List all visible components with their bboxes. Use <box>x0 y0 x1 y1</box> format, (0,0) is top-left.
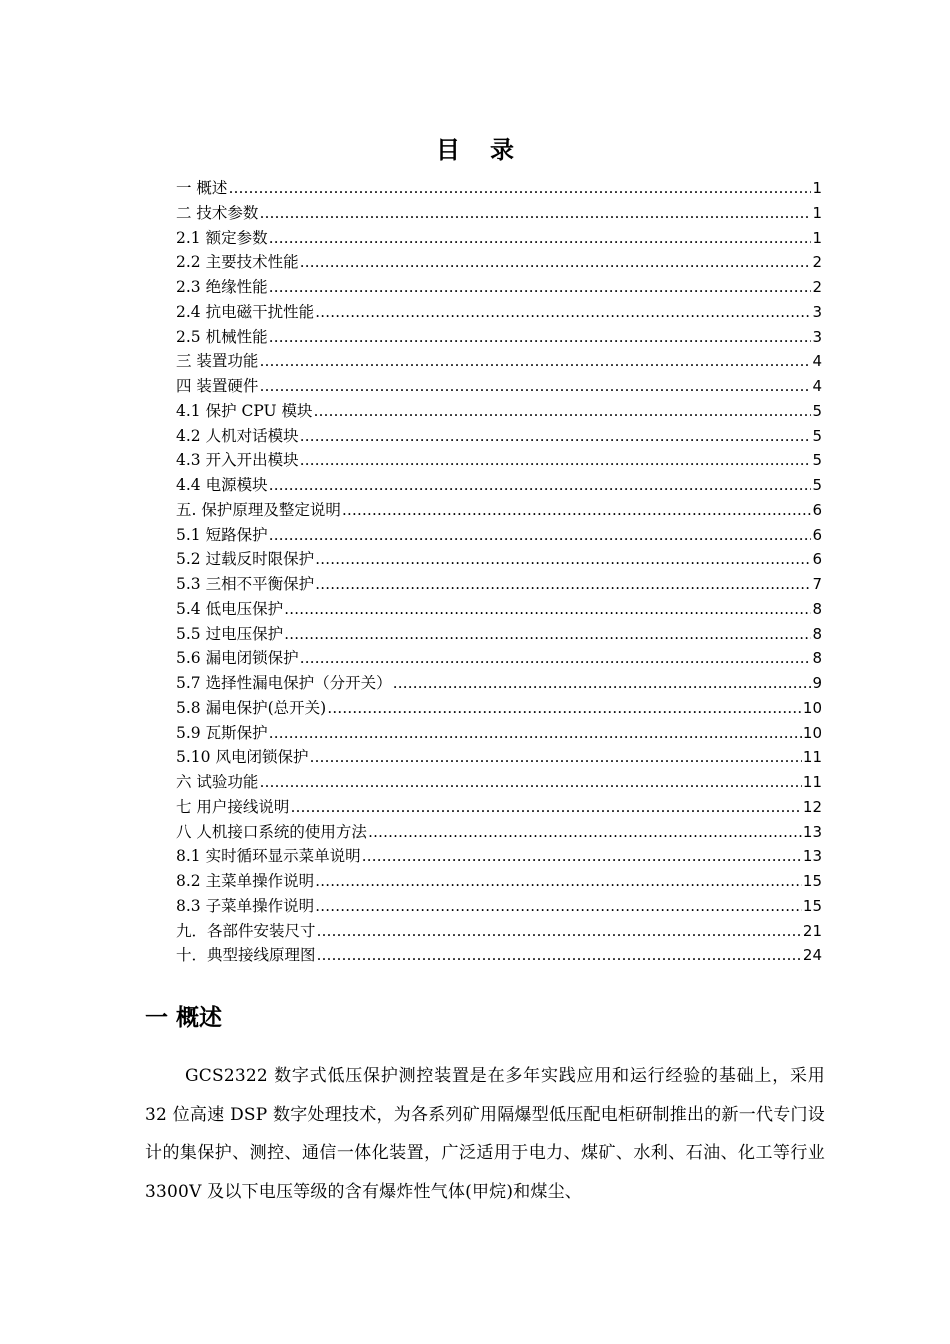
toc-dot-leader <box>393 672 812 694</box>
toc-title-left: 目 <box>436 136 460 164</box>
toc-entry[interactable] <box>176 920 822 945</box>
toc-entry[interactable] <box>176 177 822 202</box>
toc-entry-page: 12 <box>802 797 822 816</box>
toc-entry-page: 4 <box>812 377 822 395</box>
toc-dot-leader <box>314 400 812 422</box>
toc-entry-label: 5.5 过电压保护 <box>176 624 284 643</box>
toc-entry-label: 四 装置硬件 <box>176 377 259 395</box>
toc-dot-leader <box>327 697 802 719</box>
toc-dot-leader <box>284 598 811 620</box>
toc-entry-page: 5 <box>812 426 822 445</box>
toc-dot-leader <box>362 845 802 867</box>
toc-entry-label: 5.1 短路保护 <box>176 525 268 544</box>
toc-entry-page: 11 <box>802 773 822 791</box>
toc-entry[interactable] <box>176 524 822 549</box>
toc-dot-leader <box>368 821 802 843</box>
toc-entry-page: 15 <box>802 896 822 915</box>
toc-entry-page: 4 <box>812 352 822 371</box>
toc-entry[interactable] <box>176 697 822 722</box>
toc-entry[interactable] <box>176 944 822 969</box>
toc-entry-label: 2.3 绝缘性能 <box>176 278 268 296</box>
toc-entry[interactable] <box>176 301 822 326</box>
toc-dot-leader <box>300 647 812 669</box>
toc-entry-label: 4.4 电源模块 <box>176 476 268 494</box>
toc-entry-page: 8 <box>812 624 822 643</box>
toc-entry-page: 24 <box>802 946 822 965</box>
toc-entry-label: 4.1 保护 CPU 模块 <box>176 401 313 420</box>
toc-dot-leader <box>269 227 812 249</box>
toc-entry-label: 5.6 漏电闭锁保护 <box>176 649 299 668</box>
toc-entry-label: 五. 保护原理及整定说明 <box>176 500 341 519</box>
toc-entry-page: 1 <box>812 179 822 197</box>
toc-entry-page: 15 <box>802 872 822 890</box>
toc-entry-label: 5.9 瓦斯保护 <box>176 723 268 742</box>
toc-entry-page: 2 <box>812 253 822 272</box>
toc-entry[interactable] <box>176 375 822 400</box>
toc-dot-leader <box>269 474 812 496</box>
toc-dot-leader <box>259 375 811 397</box>
toc-entry-page: 10 <box>802 723 822 742</box>
toc-entry-label: 5.8 漏电保护(总开关) <box>176 698 327 717</box>
toc-entry-label: 5.3 三相不平衡保护 <box>176 575 315 593</box>
toc-entry-page: 5 <box>812 451 822 470</box>
section-heading: 一 概述 <box>145 1005 223 1031</box>
toc-entry[interactable] <box>176 796 822 821</box>
toc-dot-leader <box>315 870 802 892</box>
toc-entry-page: 9 <box>812 674 822 692</box>
toc-entry-page: 6 <box>812 525 822 544</box>
toc-entry-label: 8.2 主菜单操作说明 <box>176 872 315 890</box>
toc-entry[interactable] <box>176 672 822 697</box>
toc-entry[interactable] <box>176 722 822 747</box>
toc-entry[interactable] <box>176 350 822 375</box>
toc-dot-leader <box>317 944 802 966</box>
toc-entry-page: 2 <box>812 278 822 296</box>
toc-entry-page: 13 <box>802 822 822 841</box>
toc-dot-leader <box>315 573 811 595</box>
toc-entry[interactable] <box>176 821 822 846</box>
toc-dot-leader <box>269 524 812 546</box>
toc-title <box>0 133 950 167</box>
toc-entry-label: 十．典型接线原理图 <box>176 946 316 965</box>
toc-entry-page: 3 <box>812 302 822 321</box>
toc-dot-leader <box>300 251 812 273</box>
toc-entry[interactable] <box>176 400 822 425</box>
toc-entry-page: 5 <box>812 476 822 494</box>
toc-entry-label: 2.2 主要技术性能 <box>176 253 299 272</box>
toc-entry-label: 2.4 抗电磁干扰性能 <box>176 302 315 321</box>
toc-entry-label: 2.5 机械性能 <box>176 327 268 346</box>
toc-entry[interactable] <box>176 474 822 499</box>
toc-entry-page: 8 <box>812 649 822 668</box>
toc-entry-label: 4.3 开入开出模块 <box>176 451 299 470</box>
toc-entry[interactable] <box>176 202 822 227</box>
toc-entry-page: 8 <box>812 599 822 618</box>
toc-entry-page: 5 <box>812 401 822 420</box>
toc-entry-label: 2.1 额定参数 <box>176 228 268 247</box>
toc-dot-leader <box>300 449 812 471</box>
toc-entry[interactable] <box>176 598 822 623</box>
toc-dot-leader <box>300 425 812 447</box>
toc-entry-page: 21 <box>802 921 822 940</box>
toc-dot-leader <box>315 548 811 570</box>
toc-entry-label: 二 技术参数 <box>176 203 259 222</box>
toc-dot-leader <box>259 771 801 793</box>
toc-entry[interactable] <box>176 771 822 796</box>
table-of-contents <box>176 177 822 969</box>
toc-dot-leader <box>284 623 811 645</box>
toc-entry-label: 8.1 实时循环显示菜单说明 <box>176 847 361 866</box>
toc-entry[interactable] <box>176 425 822 450</box>
toc-dot-leader <box>315 301 811 323</box>
toc-entry[interactable] <box>176 895 822 920</box>
toc-entry[interactable] <box>176 746 822 771</box>
toc-entry[interactable] <box>176 276 822 301</box>
toc-entry-label: 九．各部件安装尺寸 <box>176 921 316 940</box>
toc-dot-leader <box>269 276 812 298</box>
toc-entry-page: 6 <box>812 500 822 519</box>
toc-entry[interactable] <box>176 548 822 573</box>
toc-entry[interactable] <box>176 227 822 252</box>
toc-dot-leader <box>259 202 811 224</box>
toc-entry-label: 5.10 风电闭锁保护 <box>176 748 309 767</box>
toc-entry-label: 4.2 人机对话模块 <box>176 426 299 445</box>
toc-entry-label: 8.3 子菜单操作说明 <box>176 896 315 915</box>
toc-entry[interactable] <box>176 326 822 351</box>
toc-entry-label: 5.2 过载反时限保护 <box>176 550 315 569</box>
toc-entry[interactable] <box>176 449 822 474</box>
toc-dot-leader <box>269 722 802 744</box>
toc-entry-page: 11 <box>802 748 822 767</box>
toc-dot-leader <box>228 177 811 199</box>
toc-entry-page: 7 <box>812 575 822 593</box>
toc-entry[interactable] <box>176 251 822 276</box>
toc-entry-page: 1 <box>812 203 822 222</box>
toc-dot-leader <box>317 920 802 942</box>
toc-entry-page: 13 <box>802 847 822 866</box>
toc-dot-leader <box>342 499 812 521</box>
toc-entry-page: 6 <box>812 550 822 569</box>
toc-entry-label: 三 装置功能 <box>176 352 259 371</box>
toc-entry-label: 八 人机接口系统的使用方法 <box>176 822 367 841</box>
toc-entry-label: 一 概述 <box>176 179 228 197</box>
toc-entry-page: 10 <box>802 698 822 717</box>
toc-entry[interactable] <box>176 623 822 648</box>
toc-entry[interactable] <box>176 870 822 895</box>
toc-entry[interactable] <box>176 573 822 598</box>
toc-dot-leader <box>269 326 812 348</box>
toc-dot-leader <box>315 895 802 917</box>
toc-entry-label: 六 试验功能 <box>176 773 259 791</box>
toc-entry-page: 1 <box>812 228 822 247</box>
toc-dot-leader <box>309 746 801 768</box>
toc-entry[interactable] <box>176 845 822 870</box>
toc-entry[interactable] <box>176 499 822 524</box>
toc-entry-label: 5.7 选择性漏电保护（分开关） <box>176 674 392 692</box>
toc-dot-leader <box>290 796 801 818</box>
toc-dot-leader <box>259 350 811 372</box>
toc-title-right: 录 <box>490 136 514 164</box>
toc-entry-page: 3 <box>812 327 822 346</box>
toc-entry[interactable] <box>176 647 822 672</box>
toc-entry-label: 5.4 低电压保护 <box>176 599 284 618</box>
body-paragraph: GCS2322 数字式低压保护测控装置是在多年实践应用和运行经验的基础上，采用 32 位高速 DSP 数字处理技术，为各系列矿用隔爆型低压配电柜研制推出的新一代专门设计的集保护、测控、通信一体化装置，广泛适用于电力、煤矿、水利、石油、化工等行业 3300V 及以下电压等级的含有爆炸性气体(甲烷)和煤尘、 <box>145 1066 825 1202</box>
toc-entry-label: 七 用户接线说明 <box>176 797 290 816</box>
